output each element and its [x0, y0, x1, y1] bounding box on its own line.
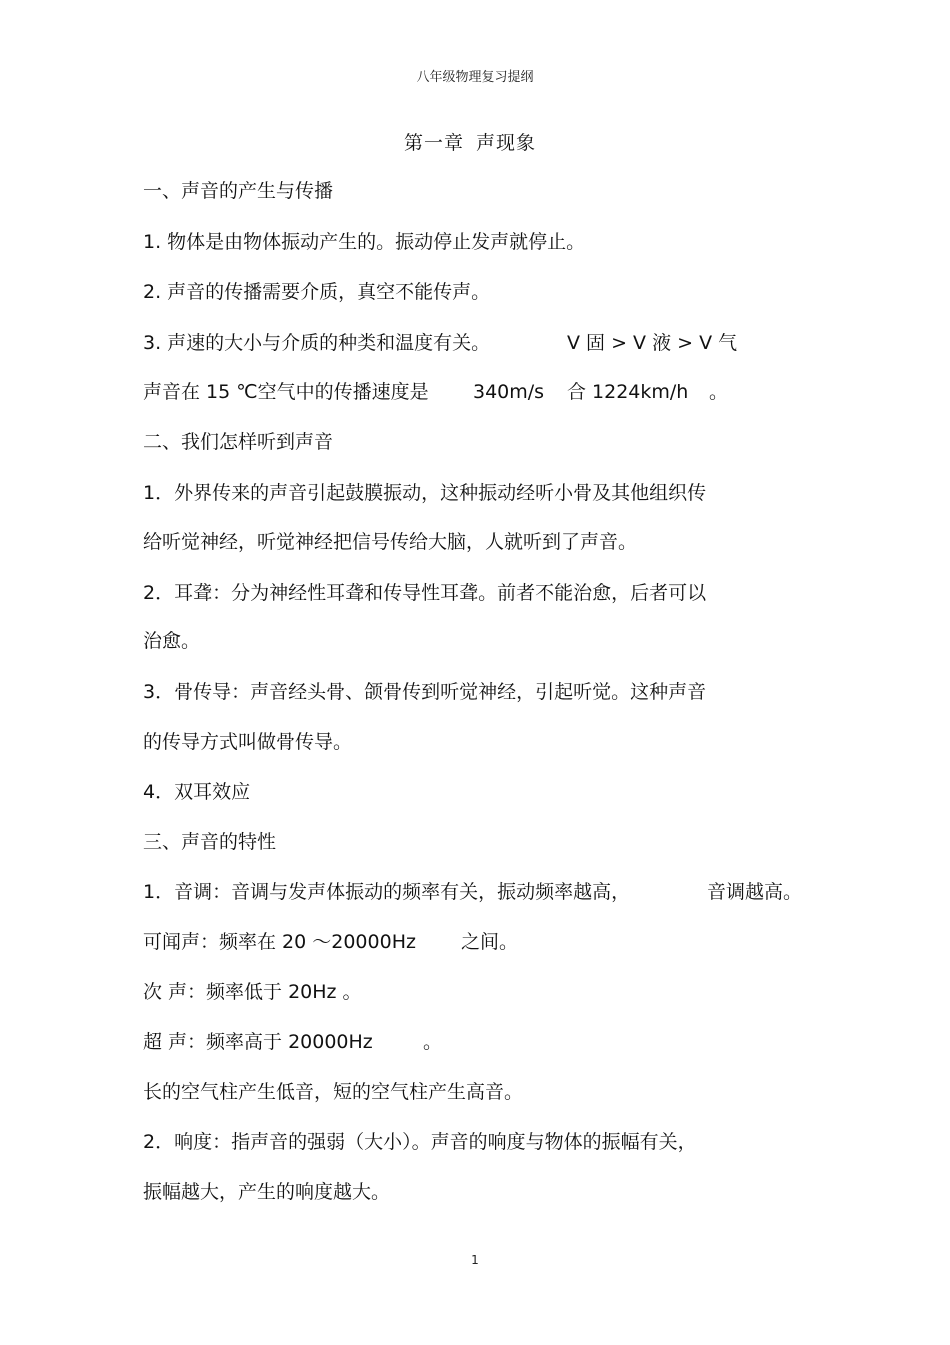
chapter-title — [404, 128, 536, 155]
section-heading-2: 二、我们怎样听到声音 — [143, 431, 334, 453]
ultrasound-text: 超 声：频率高于 20000Hz — [143, 1031, 373, 1053]
page-header: 八年级物理复习提纲 — [416, 70, 534, 85]
paragraph-line: 4．双耳效应 — [143, 781, 251, 803]
section-heading-3: 三、声音的特性 — [143, 831, 277, 853]
pitch-text: 1．音调：音调与发声体振动的频率有关，振动频率越高， — [143, 881, 631, 903]
paragraph-line-audible — [143, 929, 543, 955]
paragraph-line-speed-value — [143, 379, 743, 405]
pitch-text-end: 音调越高。 — [707, 881, 803, 903]
paragraph-line: 2．响度：指声音的强弱（大小）。声音的响度与物体的振幅有关， — [143, 1131, 697, 1153]
paragraph-line-ultrasound — [143, 1029, 443, 1055]
paragraph-line: 次 声：频率低于 20Hz 。 — [143, 981, 362, 1003]
audible-range: 可闻声：频率在 20 ～20000Hz — [143, 931, 416, 953]
chapter-label: 第一章 — [404, 132, 465, 154]
speed-value-ms: 340m/s — [473, 381, 545, 403]
ultrasound-end: 。 — [423, 1031, 443, 1053]
speed-value-end: 。 — [709, 381, 729, 403]
audible-range-end: 之间。 — [461, 931, 519, 953]
chapter-name: 声现象 — [476, 132, 537, 154]
paragraph-line: 3．骨传导：声音经头骨、颌骨传到听觉神经，引起听觉。这种声音 — [143, 681, 707, 703]
paragraph-line: 振幅越大，产生的响度越大。 — [143, 1181, 391, 1203]
paragraph-line: 2．耳聋：分为神经性耳聋和传导性耳聋。前者不能治愈，后者可以 — [143, 582, 707, 604]
paragraph-line-pitch — [143, 879, 813, 905]
paragraph-line: 治愈。 — [143, 630, 201, 652]
speed-value-text: 声音在 15 ℃空气中的传播速度是 — [143, 381, 429, 403]
speed-text: 3. 声速的大小与介质的种类和温度有关。 — [143, 332, 491, 354]
speed-comparison: V 固 > V 液 > V 气 — [567, 332, 738, 354]
section-heading-1: 一、声音的产生与传播 — [143, 180, 334, 202]
paragraph-line: 2. 声音的传播需要介质，真空不能传声。 — [143, 281, 491, 303]
paragraph-line: 给听觉神经，听觉神经把信号传给大脑，人就听到了声音。 — [143, 531, 638, 553]
paragraph-line: 1．外界传来的声音引起鼓膜振动，这种振动经听小骨及其他组织传 — [143, 482, 707, 504]
paragraph-line: 长的空气柱产生低音，短的空气柱产生高音。 — [143, 1081, 524, 1103]
speed-value-kmh: 合 1224km/h — [567, 381, 689, 403]
paragraph-line: 的传导方式叫做骨传导。 — [143, 731, 353, 753]
paragraph-line-speed — [143, 330, 803, 356]
page-number: 1 — [471, 1253, 479, 1267]
paragraph-line: 1. 物体是由物体振动产生的。振动停止发声就停止。 — [143, 231, 586, 253]
